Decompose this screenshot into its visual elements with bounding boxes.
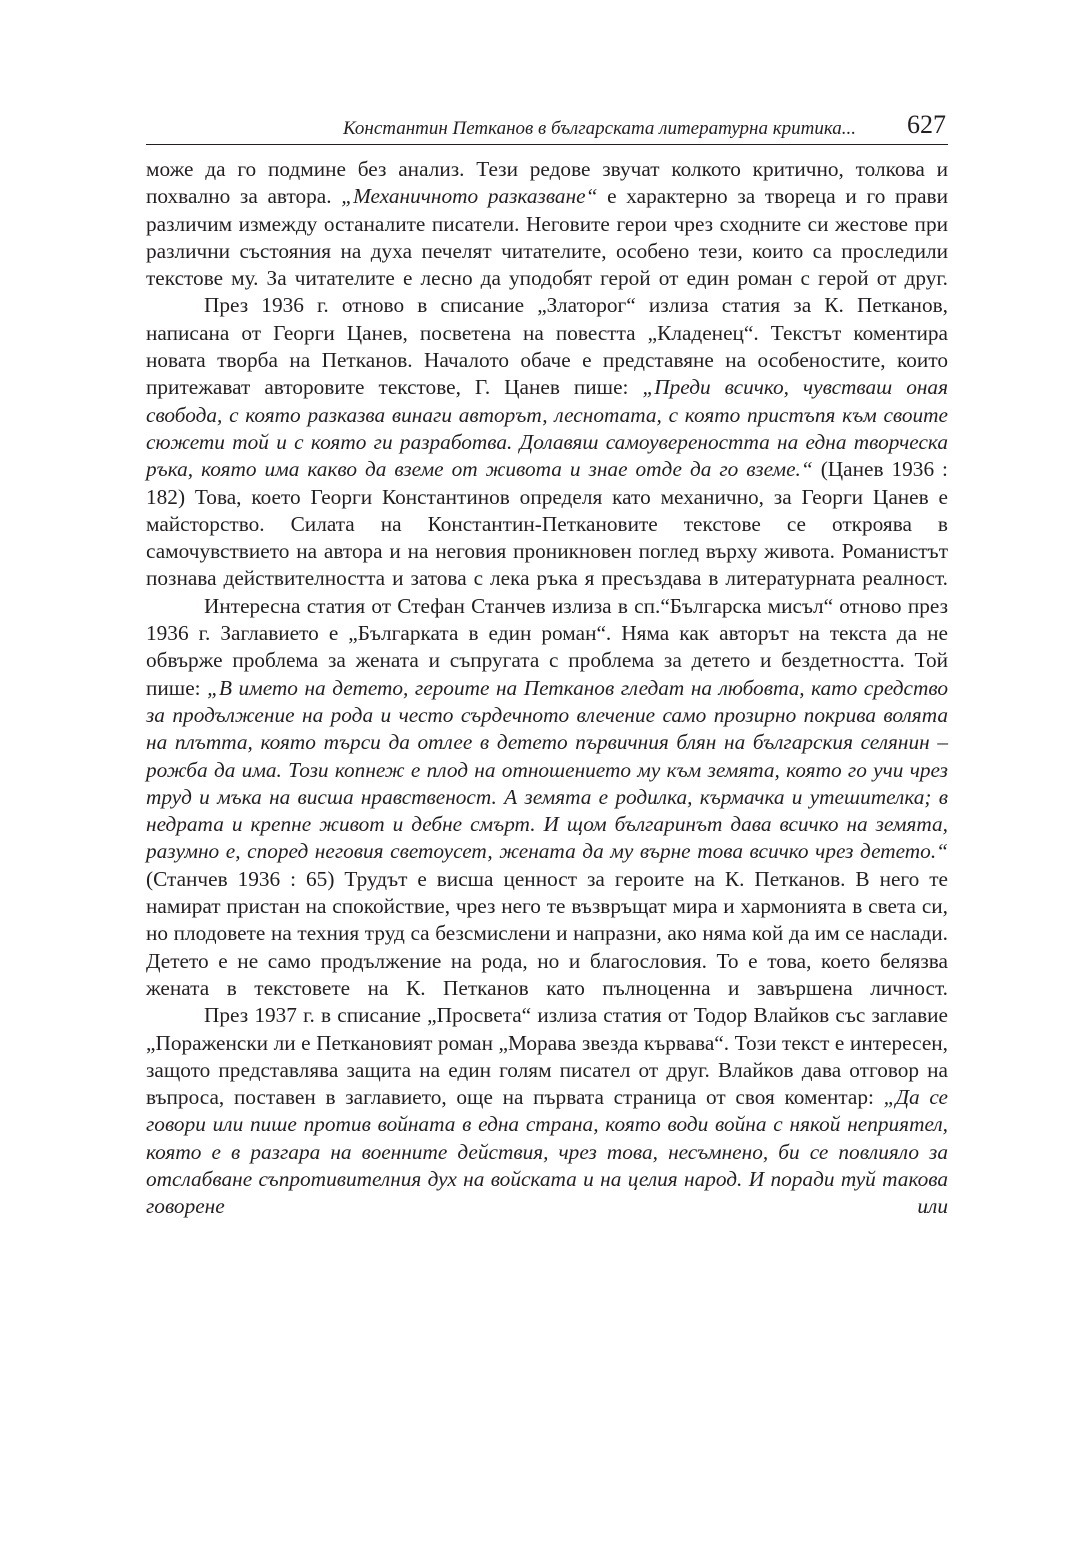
paragraph-4 bbox=[146, 1002, 948, 1220]
quote-run: „Преди всичко, чувстваш оная свобода, с която разказва винаги авторът, леснотата, с която пристъпя към своите сюжети той и с която ги разработва. Долавяш самоувереността на една творческа ръка, която има какво да вземе от живота и знае отде да го вземе.“ bbox=[146, 375, 948, 482]
paragraph-1 bbox=[146, 156, 948, 292]
running-title: Константин Петканов в българската литературна критика... bbox=[343, 118, 856, 139]
text-run: е характерно за твореца и го прави различим измежду останалите писатели. Неговите герои чрез сходните си жестове при различни състояния на духа печелят читателите, особено тези, които са проследили текстове му. За читателите е лесно да уподобят герой от един роман с герой от друг. bbox=[146, 184, 948, 291]
text-run: През 1937 г. в списание „Просвета“ излиза статия от Тодор Влайков със заглавие „Пораженски ли е Петкановият роман „Морава звезда кървава“. Този текст е интересен, защото представлява защита на един голям писател от друг. Влайков дава отговор на въпроса, поставен в заглавието, още на първата страница от своя коментар: bbox=[146, 1003, 948, 1110]
page-number: 627 bbox=[907, 110, 946, 139]
text-run: може да го подмине без анализ. Тези редове звучат колкото критично, толкова и похвално за автора. bbox=[146, 157, 948, 209]
paragraph-2 bbox=[146, 292, 948, 592]
body-text bbox=[146, 156, 948, 1221]
text-run: (Станчев 1936 : 65) Трудът е висша ценност за героите на К. Петканов. В него те намират пристан на спокойствие, чрез него те възвръщат мира и хармонията в света си, но плодовете на техния труд са безсмислени и напразни, ако няма кой да им се наслади. Детето е не само продължение на рода, но и благословия. То е това, което белязва жената в текстовете на К. Петканов като пълноценна и завършена личност. bbox=[146, 866, 948, 1000]
quote-run: „Механичното разказване“ bbox=[341, 184, 598, 209]
quote-run: „Да се говори или пише против войната в една страна, която води война с някой неприятел, която е в разгара на военните действия, чрез това, несъмнено, би се повлияло за отслабване съпротивителния дух на войската и на целия народ. И поради туй такова говорене или bbox=[146, 1085, 948, 1219]
text-run: Интересна статия от Стефан Станчев излиза в сп.“Българска мисъл“ отново през 1936 г. Заглавието е „Българката в един роман“. Няма как авторът на текста да не обвърже проблема за жената и съпругата с проблема за детето и бездетността. Той пише: bbox=[146, 593, 948, 700]
running-header bbox=[146, 108, 948, 145]
text-run: През 1936 г. отново в списание „Златорог“ излиза статия за К. Петканов, написана от Георги Цанев, посветена на повестта „Кладенец“. Текстът коментира новата творба на Петканов. Началото обаче е представяне на особеностите, които притежават авторовите текстове, Г. Цанев пише: bbox=[146, 293, 948, 400]
text-run: (Цанев 1936 : 182) Това, което Георги Константинов определя като механично, за Георги Цанев е майсторство. Силата на Константин-Петкановите текстове се откроява в самочувствието на автора и на неговия проникновен поглед върху живота. Романистът познава действителността и затова с лека ръка я пресъздава в литературната реалност. bbox=[146, 457, 948, 591]
paragraph-3 bbox=[146, 593, 948, 1002]
quote-run: „В името на детето, героите на Петканов гледат на любовта, като средство за продължение на рода и често сърдечното влечение само прозирно покрива волята на плътта, която търси да отлее в детето първичния блян на българския селянин – рожба да има. Този копнеж е плод на отношението му към земята, която го учи чрез труд и мъка на висша нравственост. А земята е родилка, кърмачка и утешителка; в недрата и крепне живот и дебне смърт. И щом българинът дава всичко на земята, разумно е, според неговия светоусет, жената да му върне това всичко чрез детето.“ bbox=[146, 675, 948, 864]
